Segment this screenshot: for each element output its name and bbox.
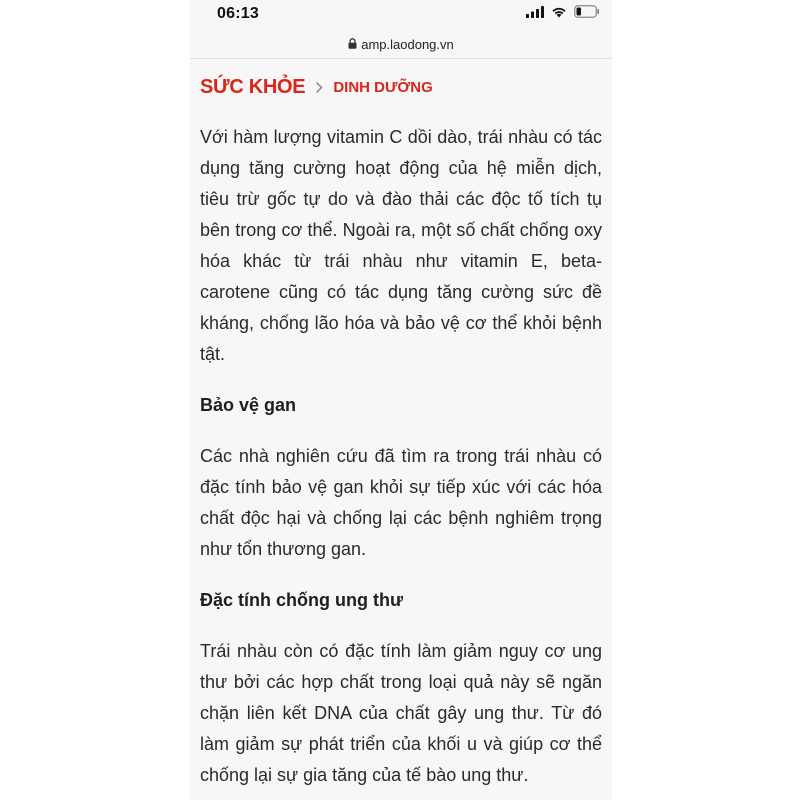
lock-icon: [348, 37, 357, 52]
article-paragraph: Các nhà nghiên cứu đã tìm ra trong trái nhàu có đặc tính bảo vệ gan khỏi sự tiếp xúc với các hóa chất độc hại và chống lại các bệnh nghiêm trọng như tổn thương gan.: [200, 446, 602, 559]
article-subheading: Đặc tính chống ung thư: [200, 590, 404, 610]
article-body: [200, 122, 602, 800]
status-icons: [526, 6, 600, 22]
wifi-icon: [551, 5, 567, 23]
cellular-signal-icon: [526, 5, 544, 23]
breadcrumb-section-link[interactable]: SỨC KHỎE: [200, 75, 306, 98]
article-subheading: Bảo vệ gan: [200, 395, 297, 415]
article-paragraph: Với hàm lượng vitamin C dồi dào, trái nhàu có tác dụng tăng cường hoạt động của hệ miễn dịch, tiêu trừ gốc tự do và đào thải các độc tố tích tụ bên trong cơ thể. Ngoài ra, một số chất chống oxy hóa khác từ trái nhàu như vitamin E, beta-carotene cũng có tác dụng tăng cường sức đề kháng, chống lão hóa và bảo vệ cơ thể khỏi bệnh tật.: [200, 127, 602, 364]
phone-screen: [190, 0, 612, 800]
battery-low-icon: [574, 5, 600, 23]
url-bar[interactable]: [190, 30, 612, 58]
url-text[interactable]: amp.laodong.vn: [361, 36, 454, 52]
article-paragraph: Trái nhàu còn có đặc tính làm giảm nguy cơ ung thư bởi các hợp chất trong loại quả này sẽ ngăn chặn liên kết DNA của chất gây ung thư. Từ đó làm giảm sự phát triển của khối u và giúp cơ thể chống lại sự gia tăng của tế bào ung thư.: [200, 641, 602, 785]
url-bar-divider: [190, 58, 612, 59]
breadcrumb: [200, 72, 433, 102]
chevron-right-icon: [315, 81, 323, 94]
breadcrumb-subsection-link[interactable]: DINH DƯỠNG: [333, 78, 433, 96]
status-time: 06:13: [217, 5, 259, 22]
status-bar: [190, 0, 612, 30]
